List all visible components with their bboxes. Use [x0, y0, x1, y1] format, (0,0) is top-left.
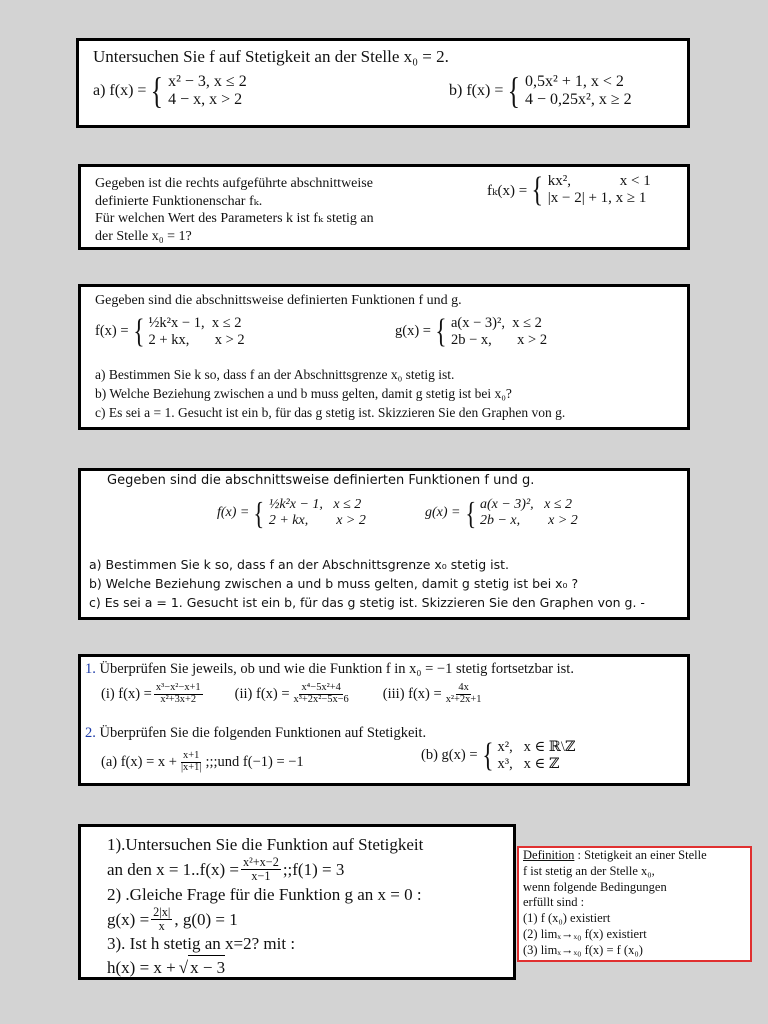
task-4-f-case-1: ½k²x − 1, x ≤ 2 — [268, 497, 362, 512]
task-6-line-1: 1).Untersuchen Sie die Funktion auf Stetigkeit — [107, 835, 424, 854]
task-5-number-2: 2. — [85, 725, 96, 741]
task-2-box — [78, 164, 690, 250]
task-5-a-tail: ;;;und f(−1) = −1 — [205, 753, 304, 770]
task-5-ii-fraction: $\frac{\text{x⁴−5x²+4}}{\text{x³+2x²−5x−6}}$ — [293, 682, 349, 705]
definition-line-5: (1) f (x₀) existiert — [523, 911, 611, 926]
task-5-i-fraction: $\frac{\text{x³−x²−x+1}}{\text{x²+3x+2}}$ — [155, 682, 201, 705]
task-6-line-2: an den x = 1..f(x) = $\frac{\text{x²+x−2}}{x-1}$ ;;f(1) = 3 — [107, 855, 345, 883]
task-5-iii-label: (iii) f(x) = — [382, 685, 442, 702]
task-1-title: Untersuchen Sie f auf Stetigkeit an der Stelle x₀ = 2. — [93, 47, 449, 66]
task-4-question-c: c) Es sei a = 1. Gesucht ist ein b, für das g stetig ist. Skizzieren Sie den Graphen von g. - — [89, 595, 645, 610]
task-2-text — [95, 175, 374, 245]
task-5-b-case-2: x³, x ∈ ℤ — [497, 755, 560, 772]
task-1-b-case-2: 4 − 0,25x², x ≥ 2 — [525, 91, 632, 109]
task-3-question-b: b) Welche Beziehung zwischen a und b muss gelten, damit g stetig ist bei x₀? — [95, 386, 512, 401]
task-3-g-label: g(x) = — [395, 323, 431, 340]
task-3-box — [78, 284, 690, 430]
task-6-line-4: g(x) = $\frac{2|x|}{x}$ , g(0) = 1 — [107, 904, 238, 933]
task-6-line-5: 3). Ist h stetig an x=2? mit : — [107, 934, 296, 954]
task-6-g-fraction: $\frac{2|x|}{x}$ — [153, 904, 171, 933]
task-2-line-1: Gegeben ist die rechts aufgeführte abschnittweise — [95, 176, 373, 191]
task-2-line-3: Für welchen Wert des Parameters k ist fₖ stetig an — [95, 211, 374, 226]
task-4-title: Gegeben sind die abschnittsweise definierten Funktionen f und g. — [107, 473, 535, 488]
task-5-item-1 — [85, 661, 574, 678]
task-5-b-label: (b) g(x) = — [421, 747, 478, 764]
task-5-item-2-b — [421, 739, 576, 772]
task-2-line-2: definierte Funktionenschar fₖ. — [95, 193, 263, 209]
definition-label: Definition — [523, 848, 575, 862]
task-5-box — [78, 654, 690, 786]
brace-icon: { — [151, 70, 164, 111]
task-4-box — [78, 468, 690, 620]
task-6-box — [78, 824, 516, 980]
brace-icon: { — [253, 495, 265, 531]
task-6-f-fraction: $\frac{\text{x²+x−2}}{x-1}$ — [243, 855, 279, 883]
definition-content — [523, 848, 707, 959]
task-3-g-case-2: 2b − x, x > 2 — [450, 331, 548, 348]
task-2-f-label: fₖ(x) = — [487, 182, 528, 199]
task-2-formula — [487, 173, 651, 208]
task-3-g — [395, 315, 547, 348]
task-4-questions — [89, 555, 645, 612]
task-3-title: Gegeben sind die abschnittsweise definierten Funktionen f und g. — [95, 293, 462, 308]
definition-line-7: (3) limₓ→ₓ₀ f(x) = f (x₀) — [523, 942, 643, 957]
brace-icon: { — [481, 737, 494, 774]
task-3-question-a: a) Bestimmen Sie k so, dass f an der Abschnittsgrenze x₀ stetig ist. — [95, 367, 455, 382]
task-5-a-fraction: $\frac{x+1}{|x+1|}$ — [180, 750, 202, 773]
task-5-text-2: Überprüfen Sie die folgenden Funktionen auf Stetigkeit. — [99, 725, 427, 741]
task-5-number-1: 1. — [85, 661, 96, 677]
task-3-f-case-1: ½k²x − 1, x ≤ 2 — [148, 315, 242, 331]
definition-line-3: wenn folgende Bedingungen — [523, 879, 667, 894]
task-4-g-label: g(x) = — [425, 505, 461, 521]
brace-icon: { — [132, 313, 145, 350]
task-5-a-label: (a) f(x) = x + — [101, 753, 177, 770]
task-1-box — [76, 38, 690, 128]
brace-icon: { — [435, 313, 447, 350]
task-1-b-case-1: 0,5x² + 1, x < 2 — [525, 73, 624, 90]
task-6-radicand: x − 3 — [188, 955, 225, 979]
task-4-g-case-1: a(x − 3)², x ≤ 2 — [479, 497, 573, 512]
task-1-a-case-1: x² − 3, x ≤ 2 — [168, 73, 247, 90]
task-3-question-c: c) Es sei a = 1. Gesucht ist ein b, für das g stetig ist. Skizzieren Sie den Graphen von g. — [95, 405, 566, 420]
task-1-part-b — [449, 70, 632, 111]
task-1-b-label: b) f(x) = — [449, 82, 504, 100]
task-5-b-case-1: x², x ∈ ℝ\ℤ — [497, 739, 576, 755]
task-2-case-2: |x − 2| + 1, x ≥ 1 — [547, 190, 647, 207]
sqrt-icon: √ — [178, 957, 189, 977]
task-3-f-case-2: 2 + kx, x > 2 — [148, 331, 245, 348]
task-5-item-2-a — [101, 751, 304, 774]
task-3-questions — [95, 365, 565, 422]
task-4-g — [425, 497, 578, 529]
definition-line-4: erfüllt sind : — [523, 895, 585, 910]
definition-box — [517, 846, 752, 962]
task-5-ii-label: (ii) f(x) = — [234, 685, 290, 702]
task-2-case-1: kx², x < 1 — [547, 173, 651, 189]
brace-icon: { — [531, 171, 544, 209]
task-3-g-case-1: a(x − 3)², x ≤ 2 — [450, 315, 542, 331]
task-4-f-case-2: 2 + kx, x > 2 — [268, 513, 366, 529]
task-5-text-1: Überprüfen Sie jeweils, ob und wie die Funktion f in x₀ = −1 stetig fortsetzbar ist. — [99, 661, 574, 677]
task-4-f-label: f(x) = — [217, 505, 250, 521]
task-3-f — [95, 315, 245, 348]
task-6-content — [107, 833, 423, 979]
task-1-a-label: a) f(x) = — [93, 82, 147, 100]
task-5-item-1-functions — [101, 683, 485, 706]
definition-line-1: Definition : Stetigkeit an einer Stelle — [523, 848, 707, 862]
brace-icon: { — [464, 495, 476, 531]
task-5-i-label: (i) f(x) = — [101, 685, 152, 702]
task-1-a-case-2: 4 − x, x > 2 — [168, 91, 243, 109]
task-5-item-2 — [85, 725, 426, 742]
task-5-iii-fraction: $\frac{4x}{\text{x²+2x+1}}$ — [445, 682, 482, 705]
task-4-question-a: a) Bestimmen Sie k so, dass f an der Abschnittsgrenze x₀ stetig ist. — [89, 557, 510, 572]
task-1-part-a — [93, 70, 247, 111]
task-6-line-6: h(x) = x + √ x − 3 — [107, 955, 423, 979]
task-4-g-case-2: 2b − x, x > 2 — [479, 513, 578, 529]
task-4-f — [217, 497, 366, 529]
definition-line-6: (2) limₓ→ₓ₀ f(x) existiert — [523, 926, 647, 941]
task-4-question-b: b) Welche Beziehung zwischen a und b muss gelten, damit g stetig ist bei x₀ ? — [89, 576, 579, 591]
task-2-line-4: der Stelle x₀ = 1? — [95, 228, 192, 244]
brace-icon: { — [507, 70, 521, 111]
task-6-line-3: 2) .Gleiche Frage für die Funktion g an x = 0 : — [107, 884, 422, 904]
task-3-f-label: f(x) = — [95, 323, 129, 340]
definition-line-2: f ist stetig an der Stelle x₀, — [523, 863, 655, 878]
